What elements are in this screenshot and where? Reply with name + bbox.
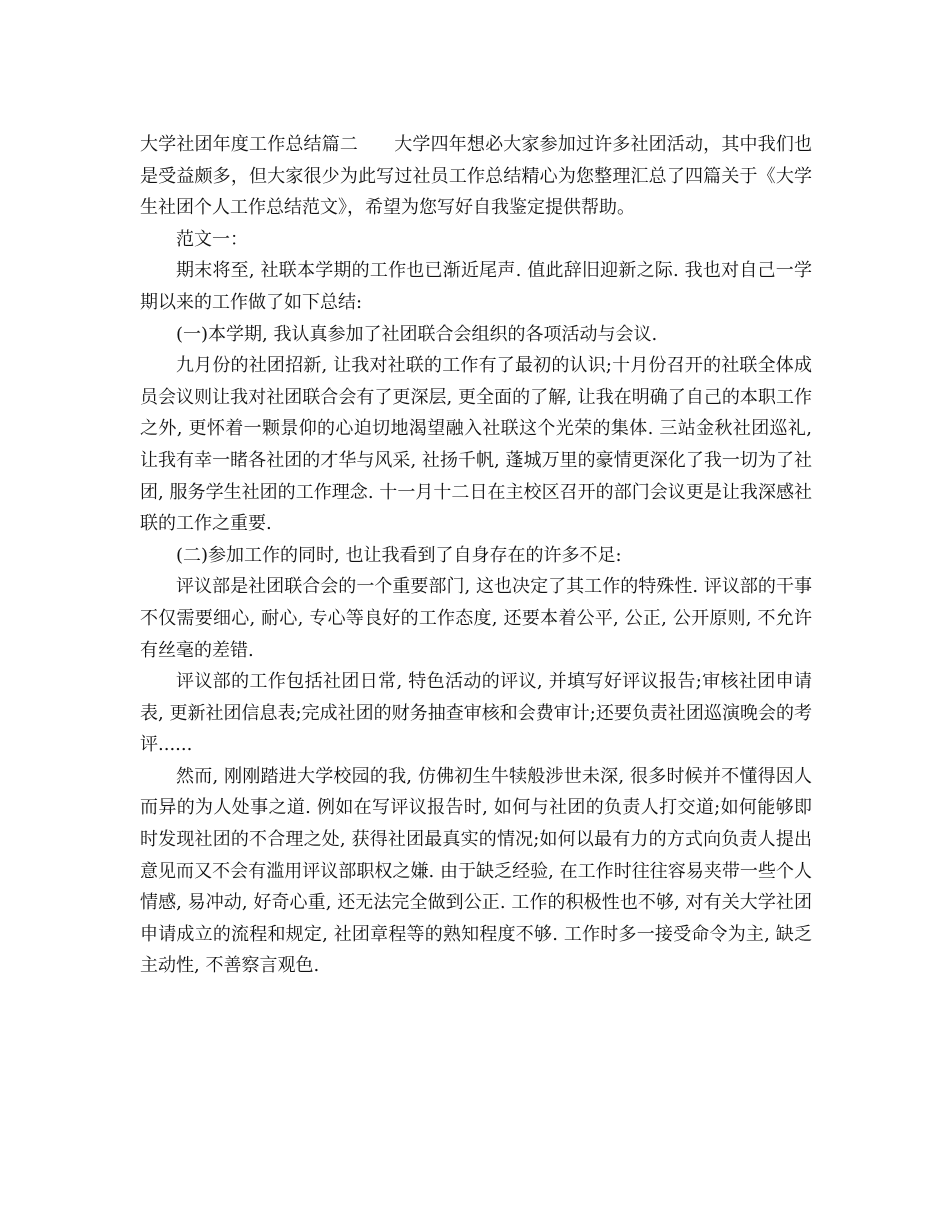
paragraph-7: 评议部的工作包括社团日常, 特色活动的评议, 并填写好评议报告;审核社团申请表, 更新社团信息表;完成社团的财务抽查审核和会费审计;还要负责社团巡演晚会的考评......	[140, 671, 812, 756]
paragraph-3: (一)本学期, 我认真参加了社团联合会组织的各项活动与会议.	[176, 323, 658, 345]
paragraph-1: 范文一：	[176, 228, 248, 250]
paragraph-2: 期末将至, 社联本学期的工作也已渐近尾声. 值此辞旧迎新之际. 我也对自己一学期以来的工作做了如下总结:	[140, 260, 812, 313]
paragraph-5: (二)参加工作的同时, 也让我看到了自身存在的许多不足:	[176, 544, 622, 566]
document-body	[140, 129, 812, 982]
paragraph-6: 评议部是社团联合会的一个重要部门, 这也决定了其工作的特殊性. 评议部的干事不仅需要细心, 耐心, 专心等良好的工作态度, 还要本着公平, 公正, 公开原则, 不允许有丝毫的差错.	[140, 576, 812, 661]
paragraph-4: 九月份的社团招新, 让我对社联的工作有了最初的认识;十月份召开的社联全体成员会议则让我对社团联合会有了更深层, 更全面的了解, 让我在明确了自己的本职工作之外, 更怀着一颗景仰的心迫切地渴望融入社联这个光荣的集体. 三站金秋社团巡礼, 让我有幸一睹各社团的才华与风采, 社扬千帆, 蓬城万里的豪情更深化了我一切为了社团, 服务学生社团的工作理念. 十一月十二日在主校区召开的部门会议更是让我深感社联的工作之重要.	[140, 355, 812, 535]
paragraph-8: 然而, 刚刚踏进大学校园的我, 仿佛初生牛犊般涉世未深, 很多时候并不懂得因人而异的为人处事之道. 例如在写评议报告时, 如何与社团的负责人打交道;如何能够即时发现社团的不合理之处, 获得社团最真实的情况;如何以最有力的方式向负责人提出意见而又不会有滥用评议部职权之嫌. 由于缺乏经验, 在工作时往往容易夹带一些个人情感, 易冲动, 好奇心重, 还无法完全做到公正. 工作的积极性也不够, 对有关大学社团申请成立的流程和规定, 社团章程等的熟知程度不够. 工作时多一接受命令为主, 缺乏主动性, 不善察言观色.	[140, 765, 812, 977]
document-intro: 大学四年想必大家参加过许多社团活动，其中我们也是受益颇多，但大家很少为此写过社员工作总结精心为您整理汇总了四篇关于《大学生社团个人工作总结范文》，希望为您写好自我鉴定提供帮助。	[140, 134, 813, 219]
document-title: 大学社团年度工作总结篇二	[140, 134, 359, 155]
title-paragraph	[140, 129, 812, 224]
